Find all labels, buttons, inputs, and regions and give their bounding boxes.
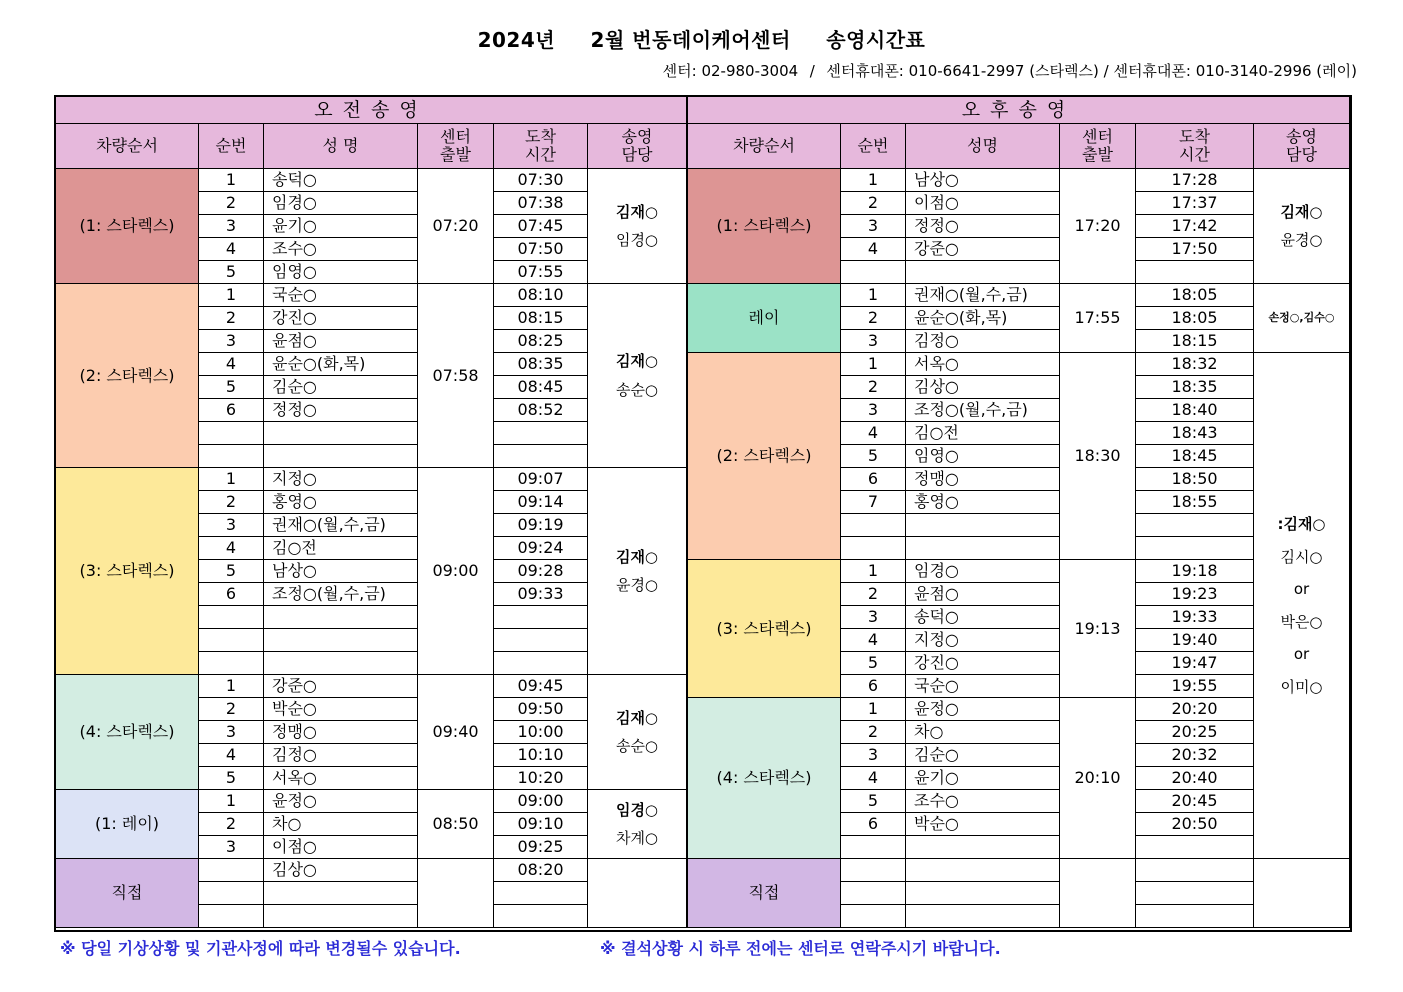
seq-cell: 6 <box>841 675 906 698</box>
arrival-time: 19:47 <box>1136 652 1254 675</box>
seq-cell: 1 <box>199 169 264 192</box>
departure-time: 07:20 <box>418 169 494 284</box>
seq-cell: 3 <box>841 744 906 767</box>
passenger-name <box>264 882 418 905</box>
passenger-name: 이점○ <box>906 192 1060 215</box>
passenger-name: 차○ <box>906 721 1060 744</box>
staff-cell <box>1254 284 1350 353</box>
passenger-name <box>264 905 418 928</box>
staff-cell <box>588 284 688 468</box>
staff-cell <box>1254 169 1350 284</box>
arrival-time: 08:15 <box>494 307 588 330</box>
passenger-name: 강진○ <box>906 652 1060 675</box>
seq-cell <box>199 606 264 629</box>
arrival-time <box>494 422 588 445</box>
pm-car-group-label: (4: 스타렉스) <box>688 698 841 859</box>
passenger-name: 윤기○ <box>264 215 418 238</box>
text-line: 도착 <box>1179 127 1210 147</box>
arrival-time <box>1136 836 1254 859</box>
passenger-name: 김정○ <box>264 744 418 767</box>
passenger-name: 홍영○ <box>906 491 1060 514</box>
contact-line <box>661 60 1357 81</box>
passenger-name: 송덕○ <box>264 169 418 192</box>
am-section-header: 오전송영 <box>56 97 688 124</box>
passenger-name: 윤정○ <box>906 698 1060 721</box>
passenger-name <box>906 836 1060 859</box>
seq-cell: 7 <box>841 491 906 514</box>
departure-time: 08:50 <box>418 790 494 859</box>
seq-cell: 4 <box>841 629 906 652</box>
passenger-name: 김상○ <box>264 859 418 882</box>
seq-cell <box>199 905 264 928</box>
arrival-time: 18:15 <box>1136 330 1254 353</box>
passenger-name: 임경○ <box>264 192 418 215</box>
arrival-time: 09:33 <box>494 583 588 606</box>
seq-cell: 3 <box>199 215 264 238</box>
am-name-header: 성 명 <box>264 124 418 169</box>
arrival-time: 07:38 <box>494 192 588 215</box>
seq-cell: 5 <box>199 767 264 790</box>
seq-cell <box>841 514 906 537</box>
passenger-name: 조수○ <box>264 238 418 261</box>
text-line: 임경○ <box>615 800 659 819</box>
arrival-time: 09:28 <box>494 560 588 583</box>
arrival-time: 09:07 <box>494 468 588 491</box>
arrival-time: 07:50 <box>494 238 588 261</box>
passenger-name: 윤기○ <box>906 767 1060 790</box>
seq-cell: 1 <box>199 790 264 813</box>
text-line: 센터 <box>1082 127 1113 147</box>
pm-car-order-header: 차량순서 <box>688 124 841 169</box>
arrival-time: 08:20 <box>494 859 588 882</box>
seq-cell <box>841 261 906 284</box>
arrival-time: 20:40 <box>1136 767 1254 790</box>
passenger-name: 김상○ <box>906 376 1060 399</box>
seq-cell: 3 <box>841 330 906 353</box>
passenger-name: 정맹○ <box>906 468 1060 491</box>
text-line: 김재○ <box>615 547 659 566</box>
passenger-name: 김정○ <box>906 330 1060 353</box>
text-line: 출발 <box>440 145 471 164</box>
page-title <box>0 24 1403 53</box>
seq-cell <box>199 445 264 468</box>
passenger-name: 차○ <box>264 813 418 836</box>
arrival-time: 19:40 <box>1136 629 1254 652</box>
pm-staff-header <box>1254 124 1350 169</box>
arrival-time <box>1136 905 1254 928</box>
staff-cell <box>588 675 688 790</box>
text-line: 센터 <box>440 127 471 147</box>
text-line: 송순○ <box>615 737 659 755</box>
text-line: 손정○,김수○ <box>1268 310 1335 324</box>
staff-cell <box>1254 859 1350 928</box>
departure-time: 20:10 <box>1060 698 1136 859</box>
passenger-name <box>906 859 1060 882</box>
text-line: :김재○ <box>1277 515 1326 533</box>
passenger-name: 김순○ <box>264 376 418 399</box>
passenger-name: 정맹○ <box>264 721 418 744</box>
passenger-name <box>264 445 418 468</box>
am-depart-header <box>418 124 494 169</box>
seq-cell <box>841 836 906 859</box>
seq-cell <box>199 629 264 652</box>
text-line: 김시○ <box>1280 547 1323 566</box>
pm-car-group-label: 레이 <box>688 284 841 353</box>
seq-cell: 5 <box>199 560 264 583</box>
am-car-group-label: (2: 스타렉스) <box>56 284 199 468</box>
arrival-time: 08:35 <box>494 353 588 376</box>
text-line: 김재○ <box>615 202 659 221</box>
text-line: 담당 <box>621 145 653 164</box>
arrival-time: 17:37 <box>1136 192 1254 215</box>
arrival-time <box>1136 882 1254 905</box>
absence-notice: ※ 결석상황 시 하루 전에는 센터로 연락주시기 바랍니다. <box>600 939 1001 958</box>
seq-cell: 1 <box>199 468 264 491</box>
pm-depart-header <box>1060 124 1136 169</box>
seq-cell: 5 <box>199 261 264 284</box>
seq-cell: 2 <box>199 192 264 215</box>
seq-cell <box>841 859 906 882</box>
passenger-name <box>264 422 418 445</box>
arrival-time: 18:32 <box>1136 353 1254 376</box>
arrival-time: 20:32 <box>1136 744 1254 767</box>
title-name: 송영시간표 <box>826 28 926 52</box>
pm-car-group-label: 직접 <box>688 859 841 928</box>
passenger-name: 권재○(월,수,금) <box>906 284 1060 307</box>
seq-cell: 2 <box>841 307 906 330</box>
passenger-name: 송덕○ <box>906 606 1060 629</box>
passenger-name <box>906 261 1060 284</box>
text-line: or <box>1293 645 1310 663</box>
passenger-name: 윤정○ <box>264 790 418 813</box>
passenger-name: 박순○ <box>906 813 1060 836</box>
text-line: 임경○ <box>615 231 659 249</box>
seq-cell: 1 <box>841 284 906 307</box>
seq-cell: 5 <box>841 790 906 813</box>
passenger-name <box>906 514 1060 537</box>
text-line: 시간 <box>1179 145 1210 164</box>
arrival-time: 17:28 <box>1136 169 1254 192</box>
text-line: 윤경○ <box>615 576 659 594</box>
am-staff-header <box>588 124 688 169</box>
passenger-name: 국순○ <box>906 675 1060 698</box>
arrival-time: 18:50 <box>1136 468 1254 491</box>
passenger-name: 남상○ <box>264 560 418 583</box>
passenger-name: 임영○ <box>906 445 1060 468</box>
passenger-name: 지정○ <box>264 468 418 491</box>
arrival-time <box>494 905 588 928</box>
passenger-name: 조수○ <box>906 790 1060 813</box>
seq-cell: 4 <box>841 238 906 261</box>
am-car-group-label: (4: 스타렉스) <box>56 675 199 790</box>
pm-arrive-header <box>1136 124 1254 169</box>
seq-cell: 3 <box>199 514 264 537</box>
arrival-time: 07:45 <box>494 215 588 238</box>
arrival-time: 10:00 <box>494 721 588 744</box>
arrival-time: 09:00 <box>494 790 588 813</box>
am-arrive-header <box>494 124 588 169</box>
am-car-order-header: 차량순서 <box>56 124 199 169</box>
seq-cell <box>841 882 906 905</box>
seq-cell <box>199 422 264 445</box>
departure-time <box>418 859 494 928</box>
am-seq-header: 순번 <box>199 124 264 169</box>
seq-cell: 3 <box>199 330 264 353</box>
center-phone: 센터: 02-980-3004 <box>662 62 799 80</box>
pm-section-header: 오후송영 <box>688 97 1350 124</box>
departure-time: 18:30 <box>1060 353 1136 560</box>
text-line: 김재○ <box>615 708 659 727</box>
arrival-time: 19:23 <box>1136 583 1254 606</box>
seq-cell: 6 <box>841 813 906 836</box>
staff-cell <box>588 859 688 928</box>
schedule-table <box>54 95 1352 932</box>
departure-time: 19:13 <box>1060 560 1136 698</box>
arrival-time: 18:05 <box>1136 307 1254 330</box>
arrival-time <box>494 882 588 905</box>
passenger-name: 윤순○(화,목) <box>906 307 1060 330</box>
passenger-name: 윤점○ <box>906 583 1060 606</box>
seq-cell: 3 <box>841 399 906 422</box>
am-car-group-label: (1: 레이) <box>56 790 199 859</box>
seq-cell: 2 <box>199 307 264 330</box>
passenger-name <box>264 606 418 629</box>
passenger-name: 정정○ <box>264 399 418 422</box>
passenger-name: 임영○ <box>264 261 418 284</box>
contact-separator: / <box>809 62 815 80</box>
seq-cell: 4 <box>199 238 264 261</box>
arrival-time: 09:25 <box>494 836 588 859</box>
seq-cell: 1 <box>199 675 264 698</box>
departure-time: 09:40 <box>418 675 494 790</box>
pm-car-group-label: (3: 스타렉스) <box>688 560 841 698</box>
passenger-name: 박순○ <box>264 698 418 721</box>
seq-cell: 5 <box>199 376 264 399</box>
text-line: 송영 <box>621 127 653 147</box>
arrival-time: 08:10 <box>494 284 588 307</box>
seq-cell <box>841 537 906 560</box>
seq-cell: 4 <box>841 422 906 445</box>
staff-cell <box>588 790 688 859</box>
passenger-name: 홍영○ <box>264 491 418 514</box>
arrival-time: 18:43 <box>1136 422 1254 445</box>
arrival-time: 07:30 <box>494 169 588 192</box>
arrival-time <box>1136 537 1254 560</box>
seq-cell <box>199 859 264 882</box>
staff-cell <box>588 468 688 675</box>
arrival-time: 18:35 <box>1136 376 1254 399</box>
staff-cell <box>1254 353 1350 859</box>
passenger-name <box>906 537 1060 560</box>
pm-car-group-label: (2: 스타렉스) <box>688 353 841 560</box>
arrival-time: 17:42 <box>1136 215 1254 238</box>
seq-cell: 2 <box>199 813 264 836</box>
seq-cell: 2 <box>841 583 906 606</box>
seq-cell: 1 <box>841 169 906 192</box>
arrival-time: 08:25 <box>494 330 588 353</box>
seq-cell: 4 <box>841 767 906 790</box>
arrival-time: 09:45 <box>494 675 588 698</box>
arrival-time: 18:55 <box>1136 491 1254 514</box>
departure-time <box>1060 859 1136 928</box>
am-car-group-label: (1: 스타렉스) <box>56 169 199 284</box>
arrival-time: 08:52 <box>494 399 588 422</box>
arrival-time: 20:50 <box>1136 813 1254 836</box>
arrival-time: 18:05 <box>1136 284 1254 307</box>
arrival-time: 09:19 <box>494 514 588 537</box>
text-line: 윤경○ <box>1280 231 1323 249</box>
passenger-name: 정정○ <box>906 215 1060 238</box>
passenger-name: 조정○(월,수,금) <box>264 583 418 606</box>
seq-cell: 3 <box>199 836 264 859</box>
arrival-time: 20:45 <box>1136 790 1254 813</box>
arrival-time: 19:55 <box>1136 675 1254 698</box>
seq-cell: 6 <box>841 468 906 491</box>
seq-cell: 3 <box>841 606 906 629</box>
seq-cell: 6 <box>199 583 264 606</box>
text-line: 담당 <box>1286 145 1317 164</box>
passenger-name: 서옥○ <box>264 767 418 790</box>
passenger-name: 김○전 <box>906 422 1060 445</box>
arrival-time: 20:25 <box>1136 721 1254 744</box>
arrival-time: 09:50 <box>494 698 588 721</box>
text-line: 차계○ <box>615 829 659 847</box>
arrival-time: 07:55 <box>494 261 588 284</box>
arrival-time: 10:20 <box>494 767 588 790</box>
seq-cell: 6 <box>199 399 264 422</box>
arrival-time <box>1136 514 1254 537</box>
arrival-time: 19:33 <box>1136 606 1254 629</box>
seq-cell: 5 <box>841 652 906 675</box>
mobile-phones: 센터휴대폰: 010-6641-2997 (스타렉스) / 센터휴대폰: 010-3140-2996 (레이) <box>826 62 1357 80</box>
seq-cell: 2 <box>841 376 906 399</box>
passenger-name: 김○전 <box>264 537 418 560</box>
arrival-time: 17:50 <box>1136 238 1254 261</box>
seq-cell: 1 <box>841 353 906 376</box>
arrival-time: 18:40 <box>1136 399 1254 422</box>
passenger-name: 임경○ <box>906 560 1060 583</box>
seq-cell: 4 <box>199 537 264 560</box>
seq-cell: 1 <box>841 698 906 721</box>
title-year: 2024년 <box>477 28 556 52</box>
seq-cell: 5 <box>841 445 906 468</box>
passenger-name: 이점○ <box>264 836 418 859</box>
passenger-name <box>906 882 1060 905</box>
passenger-name: 국순○ <box>264 284 418 307</box>
passenger-name: 강준○ <box>264 675 418 698</box>
text-line: or <box>1293 580 1310 598</box>
text-line: 도착 <box>525 127 556 147</box>
text-line: 출발 <box>1082 145 1113 164</box>
text-line: 송영 <box>1286 127 1317 147</box>
departure-time: 17:20 <box>1060 169 1136 284</box>
pm-seq-header: 순번 <box>841 124 906 169</box>
seq-cell: 2 <box>841 192 906 215</box>
arrival-time: 18:45 <box>1136 445 1254 468</box>
passenger-name: 윤점○ <box>264 330 418 353</box>
passenger-name: 김순○ <box>906 744 1060 767</box>
seq-cell: 4 <box>199 353 264 376</box>
text-line: 시간 <box>525 145 556 164</box>
passenger-name: 조정○(월,수,금) <box>906 399 1060 422</box>
text-line: 송순○ <box>615 380 659 399</box>
am-car-group-label: 직접 <box>56 859 199 928</box>
staff-cell <box>588 169 688 284</box>
passenger-name: 강준○ <box>906 238 1060 261</box>
arrival-time <box>1136 859 1254 882</box>
weather-notice: ※ 당일 기상상황 및 기관사정에 따라 변경될수 있습니다. <box>60 939 461 958</box>
title-center: 2월 번동데이케어센터 <box>590 28 791 52</box>
arrival-time: 09:24 <box>494 537 588 560</box>
seq-cell <box>841 905 906 928</box>
passenger-name: 윤순○(화,목) <box>264 353 418 376</box>
seq-cell <box>199 882 264 905</box>
seq-cell <box>199 652 264 675</box>
departure-time: 17:55 <box>1060 284 1136 353</box>
seq-cell: 4 <box>199 744 264 767</box>
seq-cell: 2 <box>841 721 906 744</box>
seq-cell: 1 <box>199 284 264 307</box>
pm-car-group-label: (1: 스타렉스) <box>688 169 841 284</box>
seq-cell: 2 <box>199 491 264 514</box>
passenger-name: 권재○(월,수,금) <box>264 514 418 537</box>
passenger-name <box>264 652 418 675</box>
text-line: 이미○ <box>1280 677 1323 696</box>
seq-cell: 3 <box>841 215 906 238</box>
seq-cell: 2 <box>199 698 264 721</box>
pm-name-header: 성명 <box>906 124 1060 169</box>
arrival-time <box>494 606 588 629</box>
passenger-name: 강진○ <box>264 307 418 330</box>
arrival-time <box>494 629 588 652</box>
passenger-name: 남상○ <box>906 169 1060 192</box>
text-line: 김재○ <box>615 352 659 370</box>
arrival-time <box>1136 261 1254 284</box>
departure-time: 07:58 <box>418 284 494 468</box>
arrival-time: 09:14 <box>494 491 588 514</box>
arrival-time <box>494 445 588 468</box>
am-car-group-label: (3: 스타렉스) <box>56 468 199 675</box>
passenger-name: 지정○ <box>906 629 1060 652</box>
departure-time: 09:00 <box>418 468 494 675</box>
arrival-time: 10:10 <box>494 744 588 767</box>
arrival-time <box>494 652 588 675</box>
passenger-name: 서옥○ <box>906 353 1060 376</box>
seq-cell: 1 <box>841 560 906 583</box>
text-line: 김재○ <box>1280 202 1323 221</box>
passenger-name <box>906 905 1060 928</box>
arrival-time: 19:18 <box>1136 560 1254 583</box>
arrival-time: 09:10 <box>494 813 588 836</box>
text-line: 박은○ <box>1280 612 1323 631</box>
passenger-name <box>264 629 418 652</box>
arrival-time: 08:45 <box>494 376 588 399</box>
arrival-time: 20:20 <box>1136 698 1254 721</box>
seq-cell: 3 <box>199 721 264 744</box>
